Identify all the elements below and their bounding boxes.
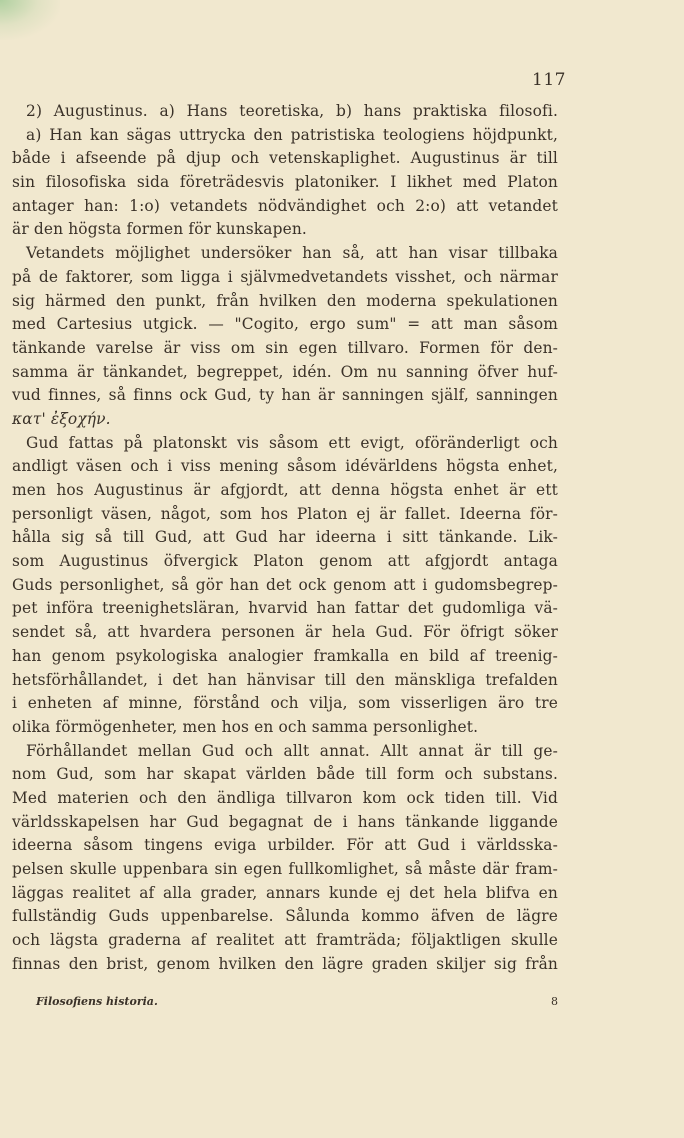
- text-line: pelsen skulle uppenbara sin egen fullkomlighet, så måste där fram-: [12, 860, 558, 878]
- text-line: olika förmögenheter, men hos en och samma personlighet.: [12, 717, 479, 736]
- text-line: nom Gud, som har skapat världen både till form och substans.: [12, 765, 558, 784]
- text-line: Guds personlighet, så gör han det ock genom att i gudomsbegrep-: [12, 575, 558, 594]
- text-line: på de faktorer, som ligga i självmedvetandets visshet, och närmar: [12, 267, 558, 286]
- page-footer: [36, 995, 558, 1011]
- text-line: fullständig Guds uppenbarelse. Sålunda kommo äfven de lägre: [12, 907, 558, 926]
- text-line: men hos Augustinus är afgjordt, att denna högsta enhet är ett: [12, 481, 558, 499]
- text-line: sin filosofiska sida företrädesvis platoniker. I likhet med Platon: [12, 173, 558, 192]
- text-line: Gud fattas på platonskt vis såsom ett evigt, oföränderligt och: [26, 433, 558, 452]
- text-line: med Cartesius utgick. — "Cogito, ergo sum" = att man såsom: [12, 315, 558, 334]
- text-line: a) Han kan sägas uttrycka den patristiska teologiens höjdpunkt,: [26, 125, 558, 144]
- text-line: pet införa treenighetsläran, hvarvid han fattar det gudomliga vä-: [12, 599, 558, 618]
- text-line: finnas den brist, genom hvilken den lägre graden skiljer sig från: [12, 954, 558, 973]
- text-line: både i afseende på djup och vetenskaplighet. Augustinus är till: [12, 149, 558, 168]
- text-line: i enheten af minne, förstånd och vilja, som visserligen äro tre: [12, 694, 558, 713]
- text-line: ideerna såsom tingens eviga urbilder. För att Gud i världsska-: [12, 836, 558, 855]
- text-line: världsskapelsen har Gud begagnat de i hans tänkande liggande: [12, 812, 558, 831]
- text-line: 2) Augustinus. a) Hans teoretiska, b) hans praktiska filosofi.: [26, 102, 558, 120]
- text-line: sendet så, att hvardera personen är hela Gud. För öfrigt söker: [12, 623, 558, 642]
- page-number: 117: [532, 70, 566, 90]
- text-line: antager han: 1:o) vetandets nödvändighet och 2:o) att vetandet: [12, 196, 558, 215]
- text-line: Vetandets möjlighet undersöker han så, att han visar tillbaka: [26, 244, 558, 263]
- text-line: är den högsta formen för kunskapen.: [12, 220, 307, 239]
- text-line: vud finnes, så finns ock Gud, ty han är sanningen själf, sanningen: [12, 386, 558, 405]
- text-line: läggas realitet af alla grader, annars kunde ej det hela blifva en: [12, 883, 558, 902]
- text-line: Förhållandet mellan Gud och allt annat. Allt annat är till ge-: [26, 741, 558, 760]
- footer-signature-mark: 8: [551, 995, 558, 1008]
- text-line: sig härmed den punkt, från hvilken den moderna spekulationen: [12, 291, 558, 310]
- text-line: hetsförhållandet, i det han hänvisar till den mänskliga trefalden: [12, 670, 558, 689]
- text-line: och lägsta graderna af realitet att framträda; följaktligen skulle: [12, 931, 558, 950]
- footer-book-title: Filosofiens historia.: [36, 995, 158, 1008]
- text-line: hålla sig så till Gud, att Gud har ideerna i sitt tänkande. Lik-: [12, 528, 558, 547]
- text-line: κατ' ἐξοχήν.: [12, 409, 111, 428]
- text-line: Med materien och den ändliga tillvaron kom ock tiden till. Vid: [12, 788, 558, 807]
- text-line: han genom psykologiska analogier framkalla en bild af treenig-: [12, 646, 558, 665]
- text-line: tänkande varelse är viss om sin egen tillvaro. Formen för den-: [12, 338, 558, 357]
- text-line: andligt väsen och i viss mening såsom idévärldens högsta enhet,: [12, 457, 558, 476]
- body-text: [12, 100, 558, 976]
- page-stain: [0, 0, 60, 40]
- text-line: som Augustinus öfvergick Platon genom att afgjordt antaga: [12, 552, 558, 571]
- text-line: personligt väsen, något, som hos Platon ej är fallet. Ideerna för-: [12, 504, 558, 523]
- text-line: samma är tänkandet, begreppet, idén. Om nu sanning öfver huf-: [12, 362, 558, 381]
